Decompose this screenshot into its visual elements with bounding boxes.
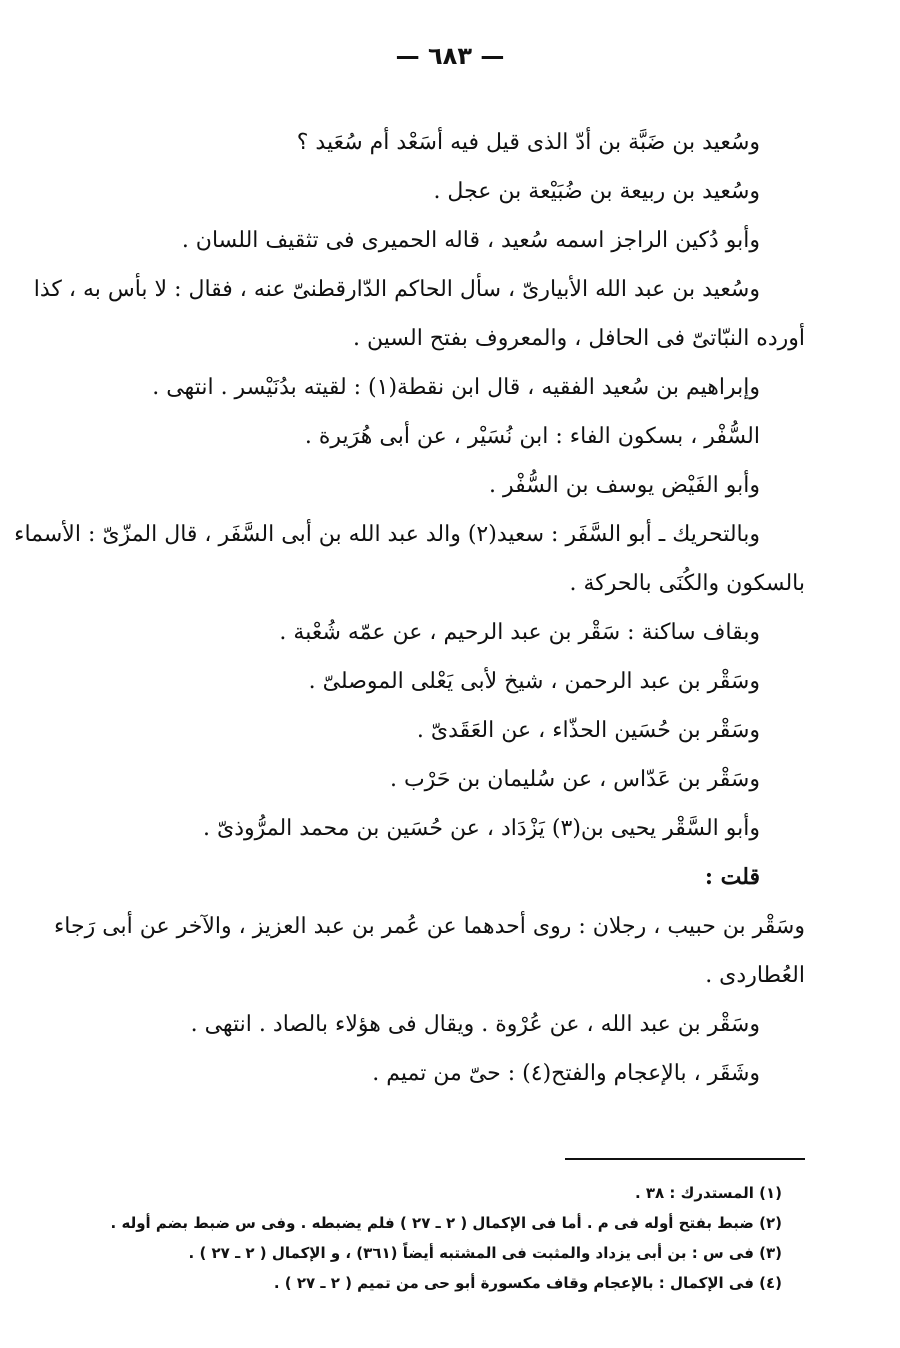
text-line: العُطاردى . bbox=[705, 963, 805, 988]
text-line: وإبراهيم بن سُعيد الفقيه ، قال ابن نقطة(١) : لقيته بدُنَيْسر . انتهى . bbox=[152, 375, 760, 400]
footnote: (١) المستدرك : ٣٨ . bbox=[634, 1184, 782, 1202]
text-line: وأبو الفَيْض يوسف بن السُّفْر . bbox=[489, 473, 760, 498]
footnote: (٢) ضبط بفتح أوله فى م . أما فى الإكمال ( ٢ ـ ٢٧ ) فلم يضبطه . وفى س ضبط بضم أوله . bbox=[110, 1214, 782, 1232]
body-text bbox=[14, 118, 805, 1098]
footnotes bbox=[102, 1178, 782, 1298]
text-line: وأبو السَّقْر يحيى بن(٣) يَزْدَاد ، عن حُسَين بن محمد المرُّوذىّ . bbox=[202, 816, 760, 841]
footnote: (٣) فى س : بن أبى يزداد والمثبت فى المشتبه أيضاً (٣٦١) ، و الإكمال ( ٢ ـ ٢٧ ) . bbox=[188, 1244, 782, 1262]
text-line: بالسكون والكُنَى بالحركة . bbox=[569, 571, 805, 596]
text-line: السُّفْر ، بسكون الفاء : ابن نُسَيْر ، عن أبى هُرَيرة . bbox=[304, 424, 760, 449]
text-line: وسَقْر بن عَدّاس ، عن سُليمان بن حَرْب . bbox=[389, 767, 760, 792]
text-line: وسُعيد بن عبد الله الأبيارىّ ، سأل الحاكم الدّارقطنىّ عنه ، فقال : لا بأس به ، كذا bbox=[33, 277, 760, 302]
text-line: وشَقَر ، بالإعجام والفتح(٤) : حىّ من تميم . bbox=[372, 1061, 760, 1086]
text-line: وبقاف ساكنة : سَقْر بن عبد الرحيم ، عن عمّه شُعْبة . bbox=[279, 620, 760, 645]
page-number: — ٦٨٣ — bbox=[395, 42, 505, 70]
text-line: وسَقْر بن عبد الرحمن ، شيخ لأبى يَعْلى الموصلىّ . bbox=[308, 669, 760, 694]
footnote: (٤) فى الإكمال : بالإعجام وقاف مكسورة أبو حى من تميم ( ٢ ـ ٢٧ ) . bbox=[273, 1274, 782, 1292]
text-line: أورده النبّاتىّ فى الحافل ، والمعروف بفتح السين . bbox=[353, 326, 805, 351]
text-line: وسَقْر بن حبيب ، رجلان : روى أحدهما عن عُمر بن عبد العزيز ، والآخر عن أبى رَجاء bbox=[53, 914, 805, 939]
text-line: وبالتحريك ـ أبو السَّفَر : سعيد(٢) والد عبد الله بن أبى السَّفَر ، قال المزّىّ : الأسماء bbox=[14, 522, 760, 547]
text-line: وسُعيد بن ربيعة بن ضُبَيْعة بن عجل . bbox=[433, 179, 760, 204]
text-line: وسَقْر بن عبد الله ، عن عُرْوة . ويقال فى هؤلاء بالصاد . انتهى . bbox=[190, 1012, 760, 1037]
section-heading: قلت : bbox=[704, 864, 760, 890]
footnote-divider bbox=[565, 1158, 805, 1160]
text-line: وسَقْر بن حُسَين الحذّاء ، عن العَقَدىّ . bbox=[416, 718, 760, 743]
text-line: وسُعيد بن ضَبَّة بن أدّ الذى قيل فيه أسَعْد أم سُعَيد ؟ bbox=[296, 130, 760, 155]
text-line: وأبو دُكين الراجز اسمه سُعيد ، قاله الحميرى فى تثقيف اللسان . bbox=[181, 228, 760, 253]
